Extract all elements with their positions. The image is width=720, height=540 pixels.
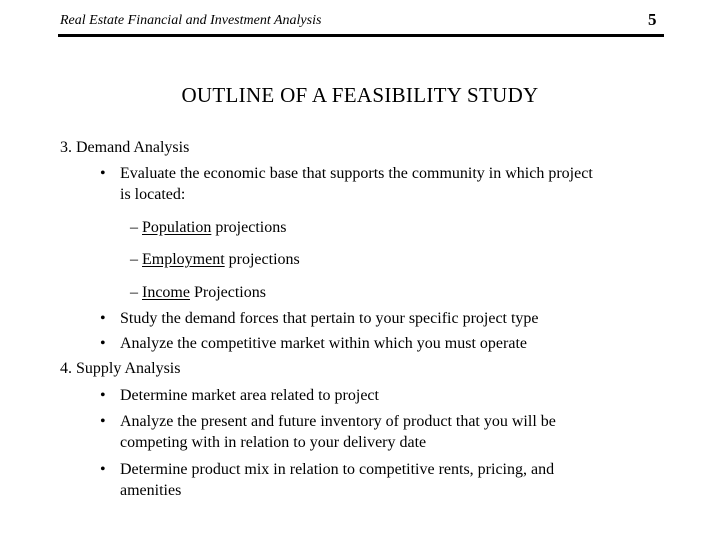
- bullet-text-line: Analyze the competitive market within which you must operate: [120, 335, 527, 352]
- slide-title: OUTLINE OF A FEASIBILITY STUDY: [181, 83, 539, 107]
- sub-item-population: [130, 218, 286, 238]
- bullet-marker: •: [100, 165, 106, 182]
- dash-marker: –: [130, 284, 142, 301]
- bullet-text-line: amenities: [120, 482, 182, 499]
- section-heading-demand: 3. Demand Analysis: [60, 139, 190, 156]
- dash-marker: –: [130, 251, 142, 268]
- sub-item-rest: projections: [211, 219, 287, 236]
- section-heading-supply: 4. Supply Analysis: [60, 360, 181, 377]
- bullet-text-line: competing with in relation to your delivery date: [120, 434, 427, 451]
- page-number: 5: [648, 10, 657, 29]
- bullet-text-line: Analyze the present and future inventory of product that you will be: [120, 413, 556, 430]
- sub-item-underlined: Employment: [142, 251, 225, 268]
- sub-item-underlined: Population: [142, 219, 212, 236]
- bullet-marker: •: [100, 413, 106, 430]
- header-rule: [58, 34, 664, 37]
- header-title: Real Estate Financial and Investment Analysis: [60, 13, 322, 28]
- dash-marker: –: [130, 219, 142, 236]
- bullet-marker: •: [100, 335, 106, 352]
- sub-item-rest: Projections: [189, 284, 266, 301]
- bullet-text-line: Determine product mix in relation to competitive rents, pricing, and: [120, 461, 555, 478]
- sub-item-income: [130, 283, 266, 303]
- bullet-text-line: Study the demand forces that pertain to your specific project type: [120, 310, 539, 327]
- sub-item-underlined: Income: [142, 284, 190, 301]
- sub-item-rest: projections: [224, 251, 300, 268]
- bullet-marker: •: [100, 310, 106, 327]
- bullet-marker: •: [100, 461, 106, 478]
- sub-item-employment: [130, 250, 300, 270]
- bullet-text-line: Evaluate the economic base that supports the community in which project: [120, 165, 593, 182]
- bullet-text-line: Determine market area related to project: [120, 387, 379, 404]
- bullet-text-line: is located:: [120, 186, 186, 203]
- bullet-marker: •: [100, 387, 106, 404]
